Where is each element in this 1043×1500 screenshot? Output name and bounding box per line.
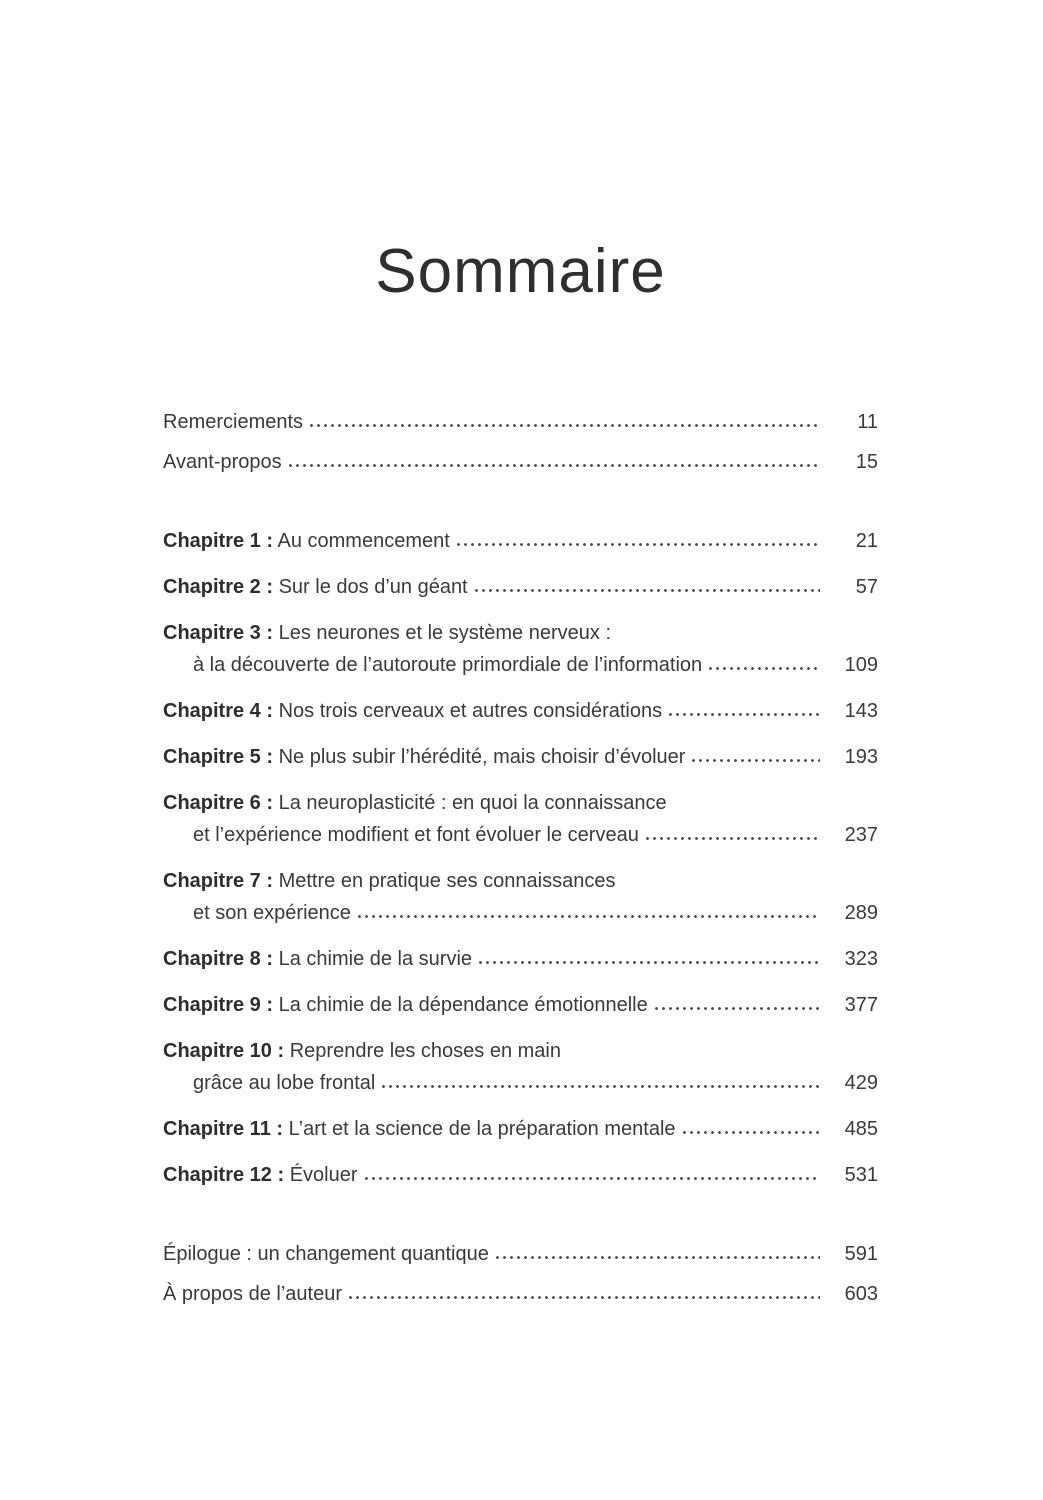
chapter-label: Chapitre 2 : [163, 576, 274, 599]
dot-leader [477, 960, 820, 965]
page-number: 323 [844, 948, 878, 971]
chapter-label: Chapitre 11 : [163, 1118, 284, 1141]
entry-title: Épilogue : un changement quantique [163, 1243, 489, 1266]
chapter-title: La chimie de la survie [278, 948, 473, 971]
dot-leader [681, 1130, 820, 1135]
page-number: 57 [855, 576, 878, 599]
toc-entry-remerciements [163, 406, 878, 438]
toc-entry-chapitre-8 [163, 943, 878, 975]
chapter-title: Ne plus subir l’hérédité, mais choisir d’évoluer [278, 746, 686, 769]
dot-leader [347, 1295, 820, 1300]
toc-chapters [163, 525, 878, 1191]
toc-entry-chapitre-9 [163, 989, 878, 1021]
toc-entry-chapitre-11 [163, 1113, 878, 1145]
toc-back-matter [163, 1238, 878, 1310]
chapter-title: Au commencement [277, 530, 450, 553]
toc-entry-chapitre-2 [163, 571, 878, 603]
table-of-contents [163, 406, 878, 1310]
page-title: Sommaire [375, 237, 666, 306]
dot-leader [653, 1006, 820, 1011]
entry-title: Remerciements [163, 411, 304, 434]
toc-entry-chapitre-7 [163, 865, 878, 929]
entry-continuation: à la découverte de l’autoroute primordiale de l’information [193, 654, 703, 677]
page-number: 289 [844, 902, 878, 925]
toc-entry-chapitre-5 [163, 741, 878, 773]
dot-leader [287, 463, 820, 468]
chapter-label: Chapitre 3 : [163, 622, 274, 645]
entry-continuation: et son expérience [193, 902, 351, 925]
dot-leader [707, 666, 820, 671]
page-number: 429 [844, 1072, 878, 1095]
entry-text [163, 865, 615, 897]
dot-leader [494, 1255, 820, 1260]
page-number: 603 [844, 1283, 878, 1306]
toc-entry-chapitre-6 [163, 787, 878, 851]
chapter-label: Chapitre 12 : [163, 1164, 285, 1187]
toc-entry-a-propos [163, 1278, 878, 1310]
chapter-title: Nos trois cerveaux et autres considérations [278, 700, 663, 723]
chapter-label: Chapitre 4 : [163, 700, 274, 723]
toc-entry-chapitre-4 [163, 695, 878, 727]
page-number: 109 [844, 654, 878, 677]
page-number: 11 [857, 411, 878, 434]
dot-leader [690, 758, 820, 763]
chapter-title: Les neurones et le système nerveux : [278, 622, 611, 645]
entry-text [163, 571, 468, 603]
entry-text [163, 943, 472, 975]
page-number: 237 [844, 824, 878, 847]
page-number: 531 [844, 1164, 878, 1187]
entry-text [163, 617, 611, 649]
entry-text [163, 525, 450, 557]
entry-text [163, 695, 662, 727]
dot-leader [380, 1084, 820, 1089]
chapter-title: Évoluer [289, 1164, 358, 1187]
entry-title: Avant-propos [163, 451, 282, 474]
page-number: 143 [844, 700, 878, 723]
chapter-title: La chimie de la dépendance émotionnelle [278, 994, 648, 1017]
dot-leader [644, 836, 820, 841]
chapter-label: Chapitre 5 : [163, 746, 274, 769]
chapter-title: La neuroplasticité : en quoi la connaissance [278, 792, 667, 815]
page-number: 21 [855, 530, 878, 553]
entry-text [163, 1035, 561, 1067]
entry-continuation: et l’expérience modifient et font évoluer le cerveau [193, 824, 639, 847]
dot-leader [455, 542, 820, 547]
dot-leader [308, 423, 820, 428]
chapter-label: Chapitre 10 : [163, 1040, 285, 1063]
toc-entry-chapitre-3 [163, 617, 878, 681]
chapter-label: Chapitre 9 : [163, 994, 274, 1017]
dot-leader [356, 914, 820, 919]
toc-entry-chapitre-1 [163, 525, 878, 557]
toc-entry-chapitre-10 [163, 1035, 878, 1099]
dot-leader [473, 588, 820, 593]
dot-leader [667, 712, 820, 717]
entry-title: À propos de l’auteur [163, 1283, 343, 1306]
chapter-title: Mettre en pratique ses connaissances [278, 870, 616, 893]
chapter-label: Chapitre 7 : [163, 870, 274, 893]
page-number: 193 [844, 746, 878, 769]
entry-text [163, 1159, 358, 1191]
toc-content [163, 0, 878, 1318]
dot-leader [363, 1176, 820, 1181]
toc-entry-avant-propos [163, 446, 878, 478]
toc-front-matter [163, 406, 878, 478]
entry-text [163, 989, 648, 1021]
entry-text [163, 1113, 676, 1145]
page-number: 485 [844, 1118, 878, 1141]
entry-text [163, 741, 685, 773]
page-number: 15 [855, 451, 878, 474]
chapter-title: Sur le dos d’un géant [278, 576, 468, 599]
toc-entry-chapitre-12 [163, 1159, 878, 1191]
page-number: 377 [844, 994, 878, 1017]
chapter-label: Chapitre 1 : [163, 530, 274, 553]
chapter-title: Reprendre les choses en main [289, 1040, 561, 1063]
chapter-title: L’art et la science de la préparation mentale [288, 1118, 676, 1141]
page-number: 591 [844, 1243, 878, 1266]
chapter-label: Chapitre 8 : [163, 948, 274, 971]
entry-text [163, 787, 667, 819]
entry-continuation: grâce au lobe frontal [193, 1072, 376, 1095]
chapter-label: Chapitre 6 : [163, 792, 274, 815]
toc-entry-epilogue [163, 1238, 878, 1270]
